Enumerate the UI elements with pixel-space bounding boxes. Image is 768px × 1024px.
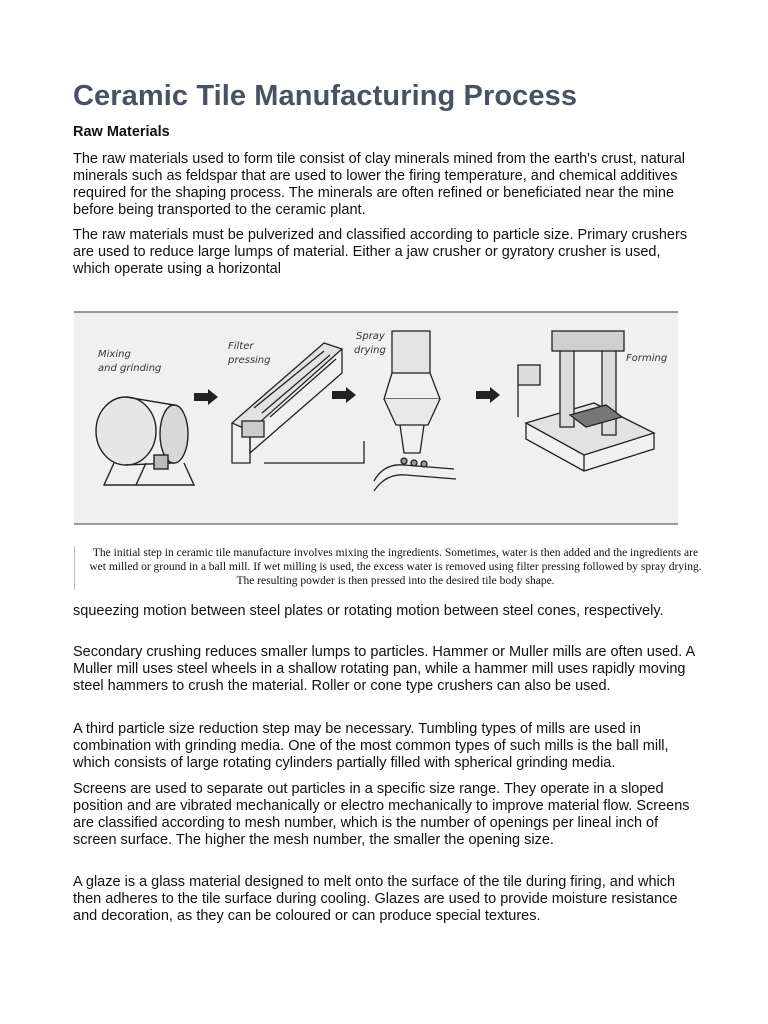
figure-caption: The initial step in ceramic tile manufacture involves mixing the ingredients. Sometimes, water is then added and the ingredients are wet milled or ground in a ball mill. If wet milling is used, the excess water is removed using filter pressing followed by spray drying. The resulting powder is then pressed into the desired tile body shape. (74, 546, 704, 590)
forming-press-illustration (518, 331, 654, 471)
paragraph: A glaze is a glass material designed to melt onto the surface of the tile during firing, and which then adheres to the tile surface during cooling. Glazes are used to provide moisture resistance and decoration, as they can be coloured or can produce special textures. (73, 874, 678, 924)
label-mixing-line1: Mixing (98, 349, 131, 360)
process-figure (74, 311, 678, 525)
paragraph: The raw materials used to form tile consist of clay minerals mined from the earth's crust, natural minerals such as feldspar that are used to lower the firing temperature, and chemical additives required for the shaping process. The minerals are often refined or beneficiated near the mine before being transported to the ceramic plant. (73, 151, 686, 218)
section-heading: Raw Materials (73, 124, 170, 140)
label-filter-line1: Filter (228, 341, 254, 352)
paragraph: Secondary crushing reduces smaller lumps to particles. Hammer or Muller mills are often used. A Muller mill uses steel wheels in a shallow rotating pan, while a hammer mill uses rapidly moving steel hammers to crush the material. Roller or cone type crushers can also be used. (73, 644, 695, 694)
arrow-right-icon (194, 389, 218, 405)
ball-mill-illustration (96, 397, 194, 485)
label-mixing-line2: and grinding (98, 363, 162, 374)
spray-dryer-illustration (374, 331, 456, 491)
paragraph: squeezing motion between steel plates or rotating motion between steel cones, respectively. (73, 603, 664, 619)
label-spray-line1: Spray (356, 331, 385, 342)
page-title: Ceramic Tile Manufacturing Process (73, 80, 578, 112)
label-forming: Forming (626, 353, 668, 364)
label-spray-line2: drying (354, 345, 386, 356)
process-illustration (74, 313, 678, 523)
label-filter-line2: pressing (228, 355, 271, 366)
paragraph: Screens are used to separate out particles in a specific size range. They operate in a sloped position and are vibrated mechanically or electro mechanically to improve material flow. Screens are classified according to mesh number, which is the number of openings per lineal inch of screen surface. The higher the mesh number, the smaller the opening size. (73, 781, 690, 848)
paragraph: The raw materials must be pulverized and classified according to particle size. Primary crushers are used to reduce large lumps of material. Either a jaw crusher or gyratory crusher is used, which operate using a horizontal (73, 227, 688, 277)
arrow-right-icon (476, 387, 500, 403)
arrow-right-icon (332, 387, 356, 403)
paragraph: A third particle size reduction step may be necessary. Tumbling types of mills are used in combination with grinding media. One of the most common types of such mills is the ball mill, which consists of large rotating cylinders partially filled with spherical grinding media. (73, 721, 669, 771)
